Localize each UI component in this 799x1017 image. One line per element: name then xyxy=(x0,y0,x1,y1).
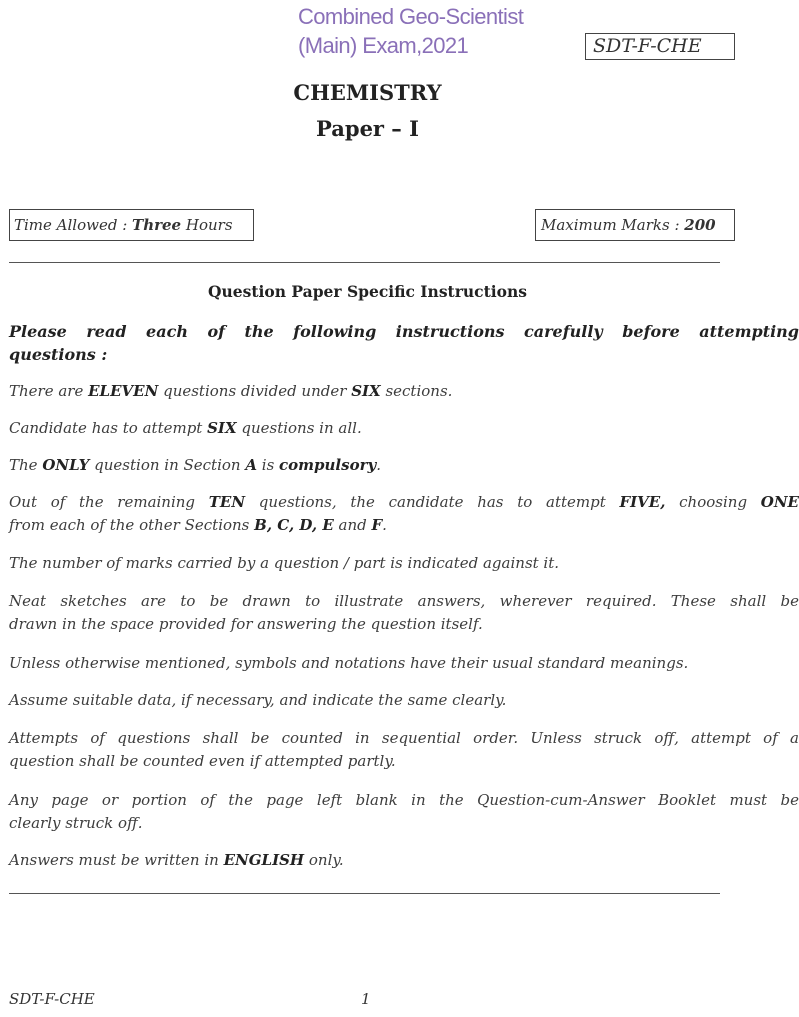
time-allowed-box xyxy=(9,209,254,241)
subject-title: CHEMISTRY xyxy=(293,80,442,105)
paper-code-box: SDT-F-CHE xyxy=(585,33,735,60)
time-unit: Hours xyxy=(181,216,233,234)
top-divider xyxy=(9,262,720,263)
instruction-item: Assume suitable data, if necessary, and indicate the same clearly. xyxy=(9,691,507,709)
instruction-item-continued: from each of the other Sections B, C, D, E and F. xyxy=(9,516,387,534)
exam-title-line2: (Main) Exam,2021 xyxy=(298,33,469,58)
marks-label: Maximum Marks : xyxy=(541,216,685,234)
instruction-item: Any page or portion of the page left blank in the Question-cum-Answer Booklet must be xyxy=(9,791,799,809)
instruction-item-continued: question shall be counted even if attempted partly. xyxy=(9,752,396,770)
page-number: 1 xyxy=(361,990,371,1008)
instruction-item: Unless otherwise mentioned, symbols and notations have their usual standard meanings. xyxy=(9,654,689,672)
instruction-item-continued: clearly struck off. xyxy=(9,814,143,832)
instructions-heading: Question Paper Specific Instructions xyxy=(208,282,527,301)
instruction-item: Answers must be written in ENGLISH only. xyxy=(9,851,344,869)
instruction-item: The number of marks carried by a question / part is indicated against it. xyxy=(9,554,560,572)
footer-paper-code: SDT-F-CHE xyxy=(9,990,95,1008)
instruction-item: Candidate has to attempt SIX questions in all. xyxy=(9,419,362,437)
maximum-marks-box xyxy=(535,209,735,241)
marks-value: 200 xyxy=(684,216,716,234)
instruction-item: There are ELEVEN questions divided under SIX sections. xyxy=(9,382,453,400)
instruction-item: The ONLY question in Section A is compulsory. xyxy=(9,456,381,474)
time-label: Time Allowed : xyxy=(14,216,133,234)
time-value: Three xyxy=(132,216,182,234)
exam-title xyxy=(298,2,523,60)
instruction-item: Neat sketches are to be drawn to illustrate answers, wherever required. These shall be xyxy=(9,592,799,610)
instruction-item-continued: drawn in the space provided for answering the question itself. xyxy=(9,615,483,633)
instructions-intro-line1: Please read each of the following instructions carefully before attempting xyxy=(9,322,799,341)
bottom-divider xyxy=(9,893,720,894)
instruction-item: Attempts of questions shall be counted in sequential order. Unless struck off, attempt of a xyxy=(9,729,799,747)
exam-title-line1: Combined Geo-Scientist xyxy=(298,4,524,29)
instructions-intro-line2: questions : xyxy=(9,345,108,364)
paper-title: Paper – I xyxy=(316,116,419,141)
instruction-item: Out of the remaining TEN questions, the candidate has to attempt FIVE, choosing ONE xyxy=(9,493,799,511)
